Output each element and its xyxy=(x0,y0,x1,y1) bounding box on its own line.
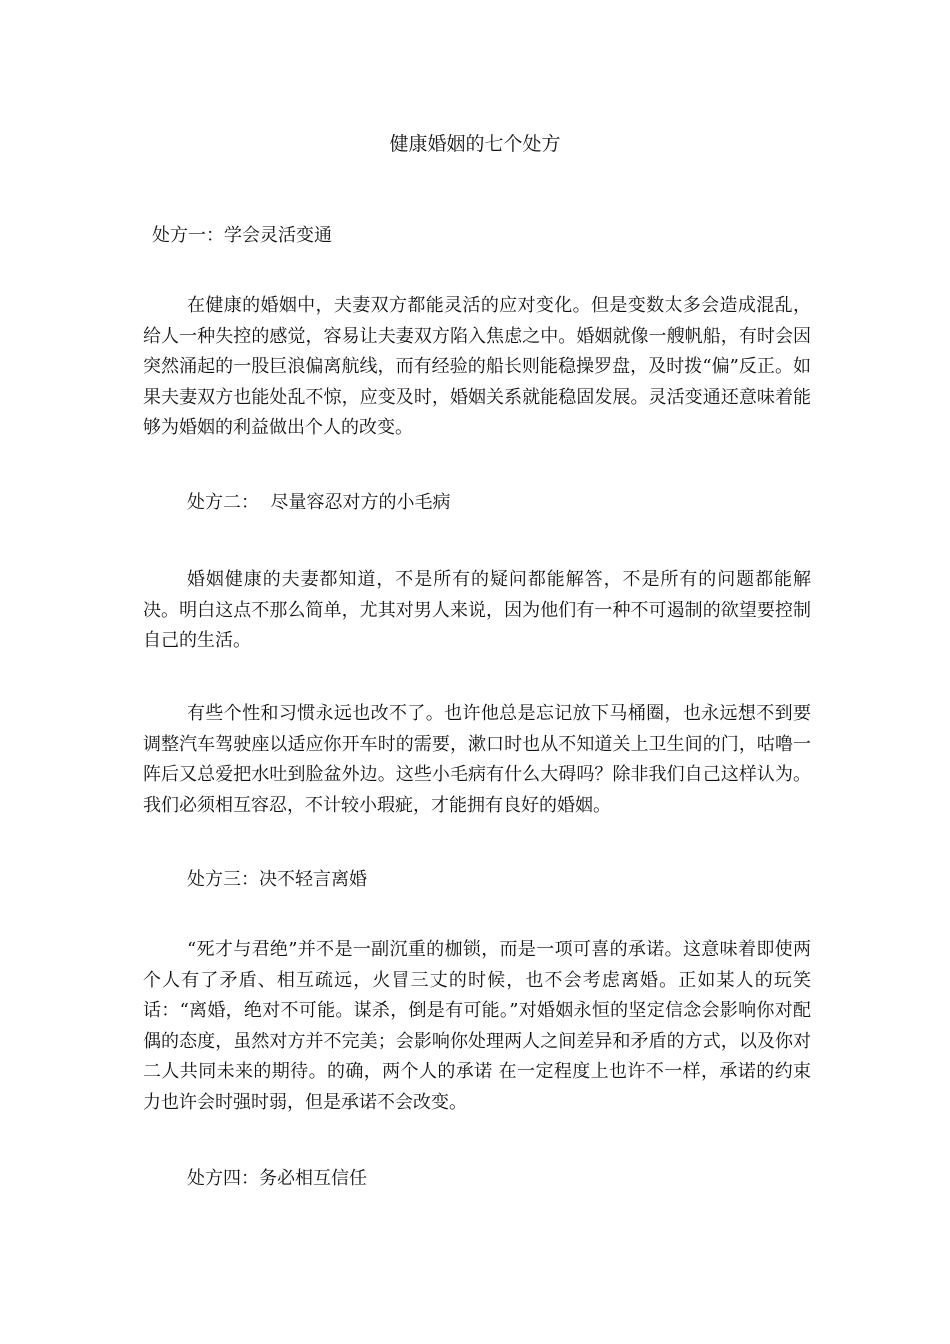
section-2-paragraph-1: 婚姻健康的夫妻都知道，不是所有的疑问都能解答，不是所有的问题都能解决。明白这点不那么简单，尤其对男人来说，因为他们有一种不可遏制的欲望要控制自己的生活。 xyxy=(143,569,811,651)
section-heading-4: 处方四：务必相互信任 xyxy=(187,1168,367,1189)
section-3-paragraph-1: “死才与君绝”并不是一副沉重的枷锁，而是一项可喜的承诺。这意味着即使两个人有了矛盾、相互疏远，火冒三丈的时候，也不会考虑离婚。正如某人的玩笑话：“离婚，绝对不可能。谋杀，倒是有可能。”对婚姻永恒的坚定信念会影响你对配偶的态度，虽然对方并不完美；会影响你处理两人之间差异和矛盾的方式，以及你对二人共同未来的期待。的确，两个人的承诺 在一定程度上也许不一样，承诺的约束力也许会时强时弱，但是承诺不会改变。 xyxy=(143,939,811,1113)
section-heading-2: 处方二： 尽量容忍对方的小毛病 xyxy=(187,492,451,513)
section-2-paragraph-2: 有些个性和习惯永远也改不了。也许他总是忘记放下马桶圈，也永远想不到要调整汽车驾驶座以适应你开车时的需要，漱口时也从不知道关上卫生间的门，咕噜一阵后又总爱把水吐到脸盆外边。这些小毛病有什么大碍吗？除非我们自己这样认为。我们必须相互容忍，不计较小瑕疵，才能拥有良好的婚姻。 xyxy=(143,703,811,816)
section-heading-1: 处方一：学会灵活变通 xyxy=(152,225,332,246)
section-1-paragraph-1: 在健康的婚姻中，夫妻双方都能灵活的应对变化。但是变数太多会造成混乱，给人一种失控的感觉，容易让夫妻双方陷入焦虑之中。婚姻就像一艘帆船，有时会因突然涌起的一股巨浪偏离航线，而有经验的船长则能稳操罗盘，及时拨“偏”反正。如果夫妻双方也能处乱不惊，应变及时，婚姻关系就能稳固发展。灵活变通还意味着能够为婚姻的利益做出个人的改变。 xyxy=(143,295,811,438)
section-heading-3: 处方三：决不轻言离婚 xyxy=(187,869,367,890)
document-title: 健康婚姻的七个处方 xyxy=(389,133,561,155)
